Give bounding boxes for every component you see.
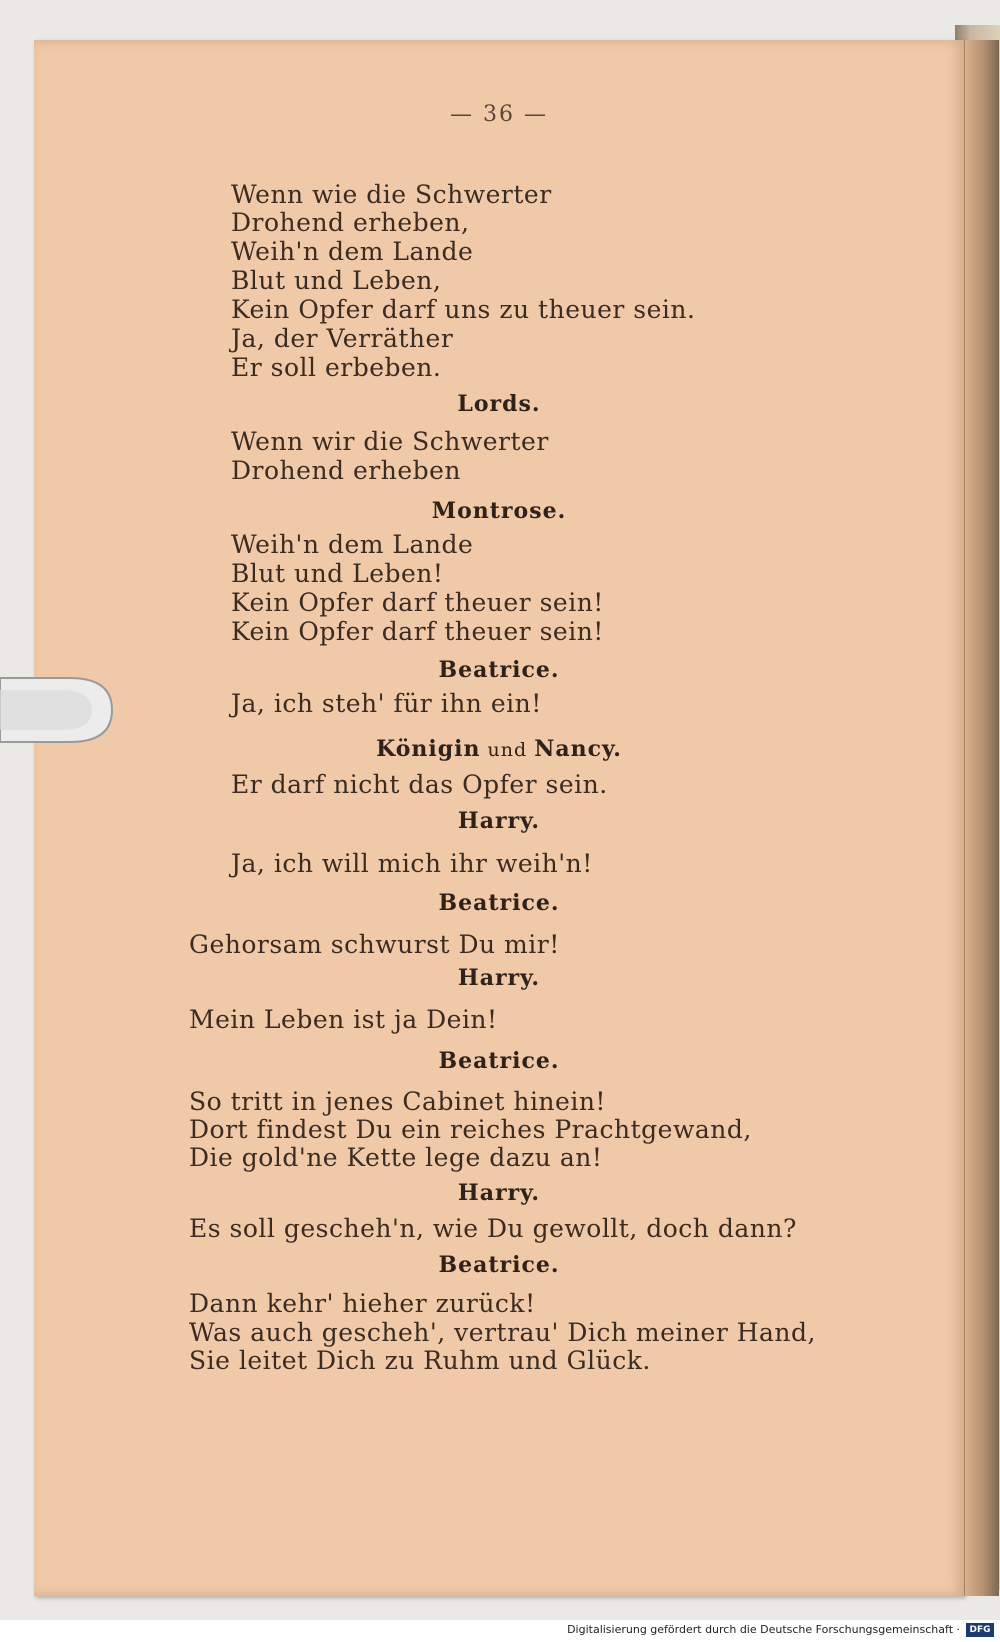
verse-line: Sie leitet Dich zu Ruhm und Glück.	[189, 1346, 651, 1375]
verse-line: Er soll erbeben.	[231, 353, 442, 382]
verse-line: Blut und Leben!	[231, 559, 444, 588]
dfg-logo: DFG	[966, 1623, 994, 1637]
verse-line: Kein Opfer darf theuer sein!	[231, 588, 604, 617]
page-number: — 36 —	[450, 102, 548, 127]
speaker-name: Harry.	[457, 965, 541, 991]
speaker-label	[34, 1180, 964, 1206]
speaker-name: Königin	[376, 736, 481, 762]
verse-line: Ja, ich steh' für ihn ein!	[231, 689, 542, 718]
verse-line: Dort findest Du ein reiches Prachtgewand,	[189, 1115, 752, 1144]
verse-line: Die gold'ne Kette lege dazu an!	[189, 1143, 603, 1172]
page-fold-shadow	[964, 40, 999, 1596]
speaker-name: Montrose.	[431, 498, 567, 524]
footer-bar	[0, 1620, 1000, 1642]
verse-line: Drohend erheben	[231, 456, 462, 485]
verse-line: Weih'n dem Lande	[231, 237, 474, 266]
speaker-label	[34, 657, 964, 683]
speaker-name: Beatrice.	[438, 1252, 560, 1278]
verse-line: Er darf nicht das Opfer sein.	[231, 770, 608, 799]
verse-line: Dann kehr' hieher zurück!	[189, 1289, 536, 1318]
speaker-name: Lords.	[457, 391, 541, 417]
speaker-name: Beatrice.	[438, 1048, 560, 1074]
verse-line: Es soll gescheh'n, wie Du gewollt, doch dann?	[189, 1214, 797, 1243]
verse-line: Ja, der Verräther	[231, 324, 454, 353]
speaker-name: Harry.	[457, 808, 541, 834]
verse-line: Ja, ich will mich ihr weih'n!	[231, 849, 593, 878]
verse-line: Wenn wie die Schwerter	[231, 180, 552, 209]
verse-line: Drohend erheben,	[231, 208, 470, 237]
speaker-connector: und	[480, 739, 535, 761]
verse-line: So tritt in jenes Cabinet hinein!	[189, 1087, 606, 1116]
speaker-label	[34, 391, 964, 417]
verse-line: Gehorsam schwurst Du mir!	[189, 930, 560, 959]
speaker-label	[34, 736, 964, 762]
speaker-name: Beatrice.	[438, 890, 560, 916]
speaker-label	[34, 808, 964, 834]
speaker-label	[34, 965, 964, 991]
speaker-label	[34, 1252, 964, 1278]
verse-line: Was auch gescheh', vertrau' Dich meiner Hand,	[189, 1318, 816, 1347]
speaker-label	[34, 1048, 964, 1074]
verse-line: Mein Leben ist ja Dein!	[189, 1005, 498, 1034]
speaker-name: Harry.	[457, 1180, 541, 1206]
speaker-name: Beatrice.	[438, 657, 560, 683]
speaker-label	[34, 498, 964, 524]
verse-line: Wenn wir die Schwerter	[231, 427, 549, 456]
verse-line: Blut und Leben,	[231, 266, 442, 295]
verse-line: Weih'n dem Lande	[231, 530, 474, 559]
book-page	[34, 40, 964, 1596]
verse-line: Kein Opfer darf uns zu theuer sein.	[231, 295, 696, 324]
verse-line: Kein Opfer darf theuer sein!	[231, 617, 604, 646]
bookmark-clip-icon	[0, 660, 120, 760]
speaker-label	[34, 890, 964, 916]
speaker-name: Nancy.	[534, 736, 622, 762]
footer-credit: Digitalisierung gefördert durch die Deutsche Forschungsgemeinschaft ·	[567, 1623, 960, 1636]
